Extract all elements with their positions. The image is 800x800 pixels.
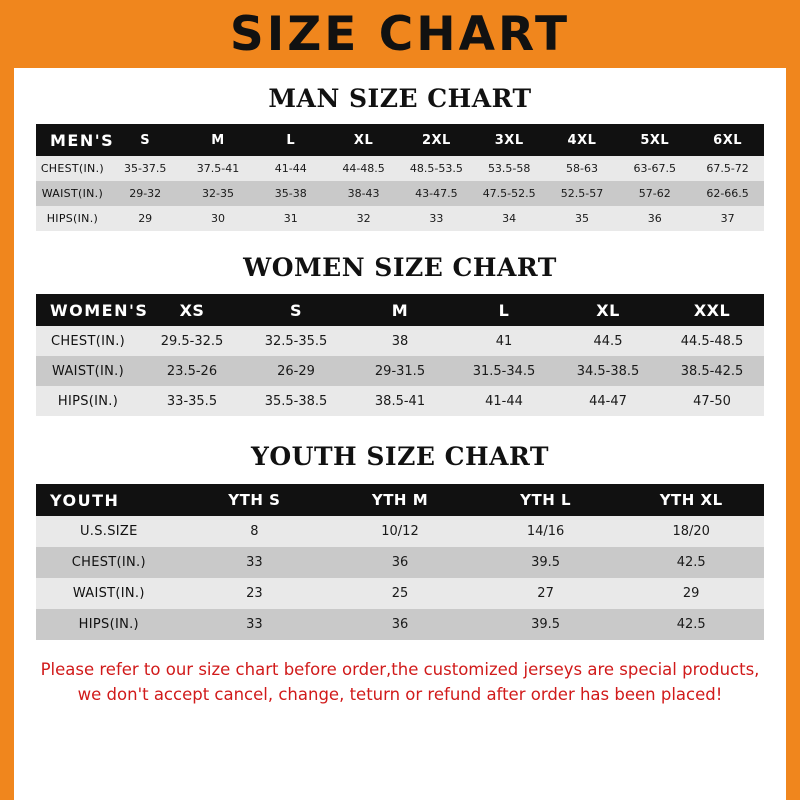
youth-cell: 8 bbox=[250, 524, 259, 539]
men-cell: 34 bbox=[502, 212, 517, 225]
youth-cell: 29 bbox=[682, 586, 700, 601]
women-header-cell: S bbox=[289, 300, 303, 320]
men-cell: 63-67.5 bbox=[633, 162, 676, 175]
youth-header-label: YOUTH bbox=[50, 490, 120, 510]
youth-cell: 42.5 bbox=[676, 555, 706, 570]
women-cell: 38.5-42.5 bbox=[680, 363, 744, 379]
men-header-cell: 2XL bbox=[421, 132, 451, 148]
men-cell: 35-37.5 bbox=[123, 162, 167, 175]
men-cell: 32 bbox=[356, 212, 371, 225]
women-header-cell: XL bbox=[596, 300, 620, 320]
youth-cell: 18/20 bbox=[672, 524, 710, 539]
men-header-cell: 5XL bbox=[640, 132, 670, 148]
order-notice bbox=[14, 658, 786, 708]
men-cell: 43-47.5 bbox=[415, 187, 458, 200]
men-header-cell: L bbox=[286, 132, 296, 148]
women-cell: 29.5-32.5 bbox=[160, 333, 224, 349]
men-cell: 31 bbox=[283, 212, 298, 225]
women-cell: 34.5-38.5 bbox=[576, 363, 640, 379]
table-row bbox=[36, 156, 764, 181]
women-row-label: CHEST(IN.) bbox=[50, 333, 126, 349]
women-cell: 31.5-34.5 bbox=[472, 363, 536, 379]
women-header-cell: M bbox=[391, 300, 409, 320]
women-cell: 47-50 bbox=[693, 393, 731, 409]
men-cell: 35-38 bbox=[274, 187, 307, 200]
youth-cell: 25 bbox=[391, 586, 409, 601]
men-row-label: HIPS(IN.) bbox=[46, 212, 99, 225]
women-cell: 44.5 bbox=[593, 333, 623, 349]
youth-section bbox=[14, 442, 786, 640]
men-cell: 58-63 bbox=[565, 162, 598, 175]
men-cell: 33 bbox=[429, 212, 444, 225]
men-cell: 52.5-57 bbox=[560, 187, 604, 200]
youth-header-cell: YTH XL bbox=[659, 491, 723, 509]
table-row bbox=[36, 206, 764, 231]
men-table-body bbox=[36, 156, 764, 231]
table-row bbox=[36, 547, 764, 578]
youth-cell: 36 bbox=[391, 555, 409, 570]
women-cell: 38.5-41 bbox=[374, 393, 426, 409]
men-cell: 47.5-52.5 bbox=[482, 187, 536, 200]
youth-cell: 14/16 bbox=[526, 524, 565, 539]
women-header-cell: XS bbox=[179, 300, 205, 320]
women-section bbox=[14, 253, 786, 416]
youth-row-label: U.S.SIZE bbox=[79, 524, 138, 539]
women-cell: 23.5-26 bbox=[166, 363, 218, 379]
table-row bbox=[36, 181, 764, 206]
men-cell: 48.5-53.5 bbox=[409, 162, 463, 175]
women-cell: 44-47 bbox=[589, 393, 627, 409]
men-cell: 35 bbox=[574, 212, 589, 225]
men-header-cell: 6XL bbox=[713, 132, 743, 148]
youth-section-title: YOUTH SIZE CHART bbox=[251, 442, 549, 471]
men-cell: 29 bbox=[138, 212, 153, 225]
men-header-cell: 3XL bbox=[494, 132, 524, 148]
men-cell: 67.5-72 bbox=[706, 162, 749, 175]
women-cell: 33-35.5 bbox=[166, 393, 218, 409]
women-header-cell: XXL bbox=[693, 300, 731, 320]
youth-row-label: WAIST(IN.) bbox=[72, 586, 145, 601]
youth-cell: 27 bbox=[537, 586, 554, 601]
women-table-body bbox=[36, 326, 764, 416]
men-header-label: MEN'S bbox=[50, 130, 115, 150]
table-row bbox=[36, 609, 764, 640]
youth-cell: 33 bbox=[246, 617, 263, 632]
page-title: SIZE CHART bbox=[229, 6, 571, 62]
order-notice-line-2: we don't accept cancel, change, teturn or refund after order has been placed! bbox=[77, 684, 723, 704]
youth-cell: 42.5 bbox=[676, 617, 706, 632]
youth-header-cell: YTH L bbox=[520, 491, 572, 509]
women-cell: 32.5-35.5 bbox=[264, 333, 328, 349]
men-section-title: MAN SIZE CHART bbox=[268, 84, 532, 113]
men-section bbox=[14, 84, 786, 231]
youth-size-table bbox=[36, 484, 764, 640]
men-cell: 57-62 bbox=[638, 187, 671, 200]
page-banner bbox=[0, 0, 800, 68]
order-notice-line-1: Please refer to our size chart before order,the customized jerseys are special products, bbox=[40, 660, 760, 679]
women-row-label: WAIST(IN.) bbox=[52, 363, 124, 379]
women-cell: 35.5-38.5 bbox=[264, 393, 328, 409]
youth-cell: 39.5 bbox=[531, 617, 561, 632]
women-table-header bbox=[36, 294, 764, 326]
men-cell: 37 bbox=[720, 212, 735, 225]
table-row bbox=[36, 516, 764, 547]
table-row bbox=[36, 326, 764, 356]
youth-cell: 36 bbox=[391, 617, 409, 632]
women-cell: 41-44 bbox=[485, 393, 523, 409]
youth-table-header bbox=[36, 484, 764, 516]
men-size-table bbox=[36, 124, 764, 231]
youth-row-label: CHEST(IN.) bbox=[71, 555, 146, 570]
men-cell: 29-32 bbox=[129, 187, 162, 200]
women-cell: 26-29 bbox=[277, 363, 315, 379]
women-header-label: WOMEN'S bbox=[50, 300, 149, 320]
men-row-label: WAIST(IN.) bbox=[41, 187, 104, 200]
women-row-label: HIPS(IN.) bbox=[57, 393, 119, 409]
men-cell: 30 bbox=[210, 212, 225, 225]
men-header-cell: M bbox=[211, 132, 225, 148]
men-cell: 41-44 bbox=[274, 162, 307, 175]
men-header-cell: 4XL bbox=[567, 132, 597, 148]
men-cell: 53.5-58 bbox=[487, 162, 531, 175]
table-row bbox=[36, 386, 764, 416]
women-cell: 44.5-48.5 bbox=[680, 333, 744, 349]
youth-cell: 33 bbox=[246, 555, 263, 570]
women-section-title: WOMEN SIZE CHART bbox=[243, 253, 557, 282]
youth-cell: 23 bbox=[246, 586, 263, 601]
men-cell: 36 bbox=[647, 212, 662, 225]
youth-row-label: HIPS(IN.) bbox=[78, 617, 139, 632]
youth-header-cell: YTH M bbox=[371, 491, 429, 509]
table-header-row bbox=[36, 294, 764, 326]
men-cell: 37.5-41 bbox=[196, 162, 240, 175]
men-cell: 38-43 bbox=[347, 187, 380, 200]
women-size-table bbox=[36, 294, 764, 416]
women-header-cell: L bbox=[498, 300, 510, 320]
men-header-cell: XL bbox=[353, 132, 374, 148]
men-cell: 62-66.5 bbox=[706, 187, 749, 200]
youth-cell: 10/12 bbox=[381, 524, 419, 539]
table-row bbox=[36, 356, 764, 386]
men-cell: 44-48.5 bbox=[342, 162, 385, 175]
table-header-row bbox=[36, 124, 764, 156]
men-header-cell: S bbox=[140, 132, 151, 148]
youth-cell: 39.5 bbox=[531, 555, 561, 570]
women-cell: 29-31.5 bbox=[374, 363, 426, 379]
men-row-label: CHEST(IN.) bbox=[40, 162, 104, 175]
youth-table-body bbox=[36, 516, 764, 640]
table-header-row bbox=[36, 484, 764, 516]
men-table-header bbox=[36, 124, 764, 156]
men-cell: 32-35 bbox=[202, 187, 234, 200]
youth-header-cell: YTH S bbox=[228, 491, 281, 509]
women-cell: 38 bbox=[391, 333, 409, 349]
table-row bbox=[36, 578, 764, 609]
women-cell: 41 bbox=[495, 333, 513, 349]
